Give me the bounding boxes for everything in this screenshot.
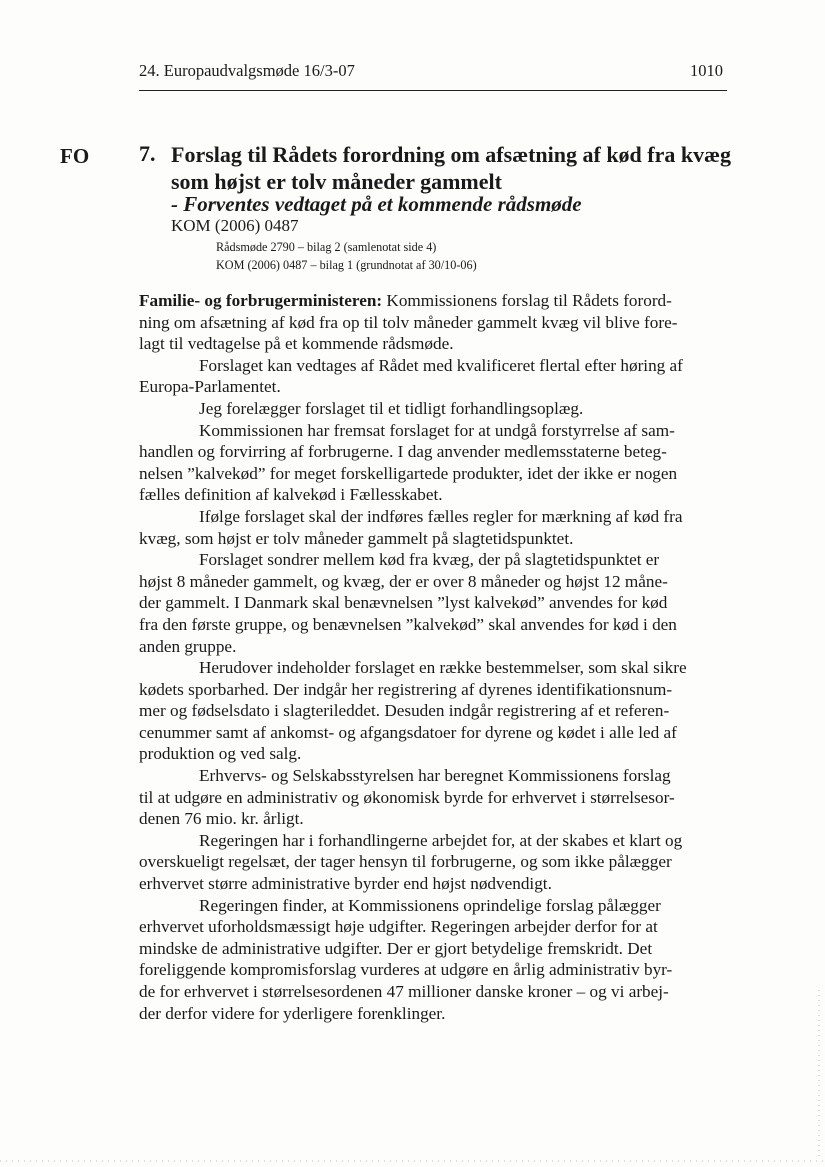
paragraph: Ifølge forslaget skal der indføres fælles regler for mærkning af kød fra kvæg, som højst er tolv måneder gammelt på slagtetidspunktet. — [139, 506, 683, 548]
paragraph: Kommissionen har fremsat forslaget for at undgå forstyrrelse af sam- handlen og forvirring af forbrugerne. I dag anvender medlemsstaterne beteg- nelsen ”kalvekød” for meget forskelligartede produkter, idet der ikke er nogen fælles definition af kalvekød i Fællesskabet. — [139, 420, 678, 505]
title-line: som højst er tolv måneder gammelt — [171, 169, 502, 194]
document-references — [216, 238, 477, 274]
paragraph: Forslaget kan vedtages af Rådet med kvalificeret flertal efter høring af Europa-Parlamentet. — [139, 355, 683, 397]
reference-line: KOM (2006) 0487 – bilag 1 (grundnotat af 30/10-06) — [216, 258, 477, 272]
body-text — [139, 290, 729, 1024]
reference-line: Rådsmøde 2790 – bilag 2 (samlenotat side 4) — [216, 240, 437, 254]
page-number: 1010 — [690, 61, 723, 80]
title-line: Forslag til Rådets forordning om afsætning af kød fra kvæg — [171, 142, 732, 167]
paragraph: Forslaget sondrer mellem kød fra kvæg, der på slagtetidspunktet er højst 8 måneder gammelt, og kvæg, der er over 8 måneder og højst 12 måne- der gammelt. I Danmark skal benævnelsen ”lyst kalvekød” anvendes for kød fra den første gruppe, og benævnelsen ”kalvekød” skal anvendes for kød i den anden gruppe. — [139, 550, 677, 656]
paragraph: Herudover indeholder forslaget en række bestemmelser, som skal sikre kødets sporbarhed. Der indgår her registrering af dyrenes identifikationsnum- mer og fødselsdato i slagterileddet. Desuden indgår registrering af et referen- cenummer samt af ankomst- og afgangsdatoer for dyrene og kødet i alle led af produktion og ved salg. — [139, 658, 687, 764]
agenda-item-number: 7. — [139, 141, 156, 166]
paragraph: Regeringen har i forhandlingerne arbejdet for, at der skabes et klart og overskueligt regelsæt, der tager hensyn til forbrugerne, og som ikke pålægger erhvervet større administrative byrder end højst nødvendigt. — [139, 830, 683, 894]
kom-reference: KOM (2006) 0487 — [171, 216, 299, 235]
paragraph: Regeringen finder, at Kommissionens oprindelige forslag pålægger erhvervet uforholdsmæssigt høje udgifter. Regeringen arbejder derfor for at mindske de administrative udgifter. Der er gjort betydelige fremskridt. Det foreliggende kompromisforslag vurderes at udgøre en årlig administrativ byr- de for erhvervet i størrelsesordenen 47 millioner danske kroner – og vi arbej- der derfor videre for yderligere forenklinger. — [139, 895, 673, 1023]
paragraph: Familie- og forbrugerministeren: Kommissionens forslag til Rådets forord- ning om afsætning af kød fra op til tolv måneder gammelt kvæg vil blive fore- lagt til vedtagelse på et kommende rådsmøde. — [139, 291, 678, 354]
agenda-item-status: - Forventes vedtaget på et kommende rådsmøde — [171, 192, 582, 216]
agenda-item-title — [171, 141, 731, 195]
scan-artifact — [0, 1160, 825, 1162]
header-rule — [139, 90, 727, 91]
running-header: 24. Europaudvalgsmøde 16/3-07 — [139, 61, 355, 80]
paragraph: Jeg forelægger forslaget til et tidligt forhandlingsoplæg. — [199, 398, 584, 418]
margin-tag: FO — [60, 144, 90, 168]
scan-artifact — [818, 990, 820, 1160]
speaker-label: Familie- og forbrugerministeren: — [139, 291, 383, 310]
paragraph: Erhvervs- og Selskabsstyrelsen har beregnet Kommissionens forslag til at udgøre en administrativ og økonomisk byrde for erhvervet i størrelsesor- denen 76 mio. kr. årligt. — [139, 766, 675, 829]
